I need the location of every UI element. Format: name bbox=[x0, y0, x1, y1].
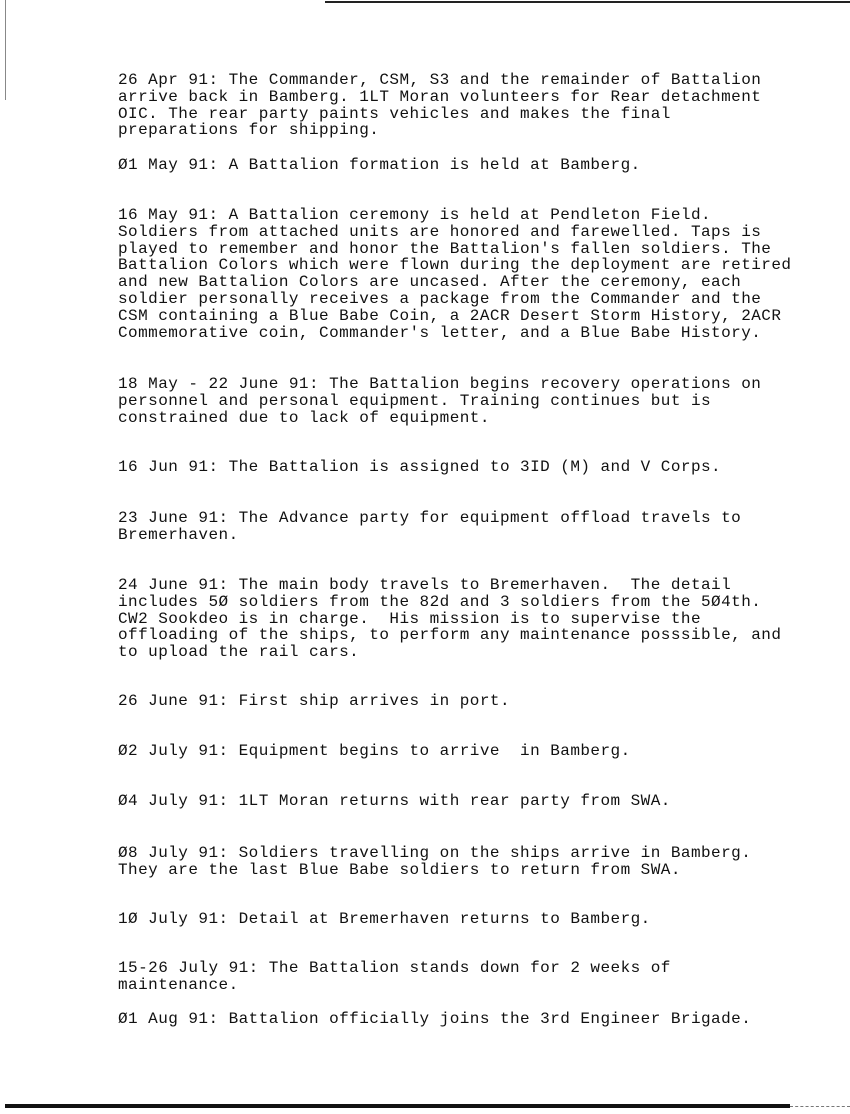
entry-line: and new Battalion Colors are uncased. After the ceremony, each bbox=[118, 273, 742, 292]
entry-line: OIC. The rear party paints vehicles and makes the final bbox=[118, 104, 671, 123]
entry-line: includes 5Ø soldiers from the 82d and 3 soldiers from the 5Ø4th. bbox=[118, 592, 762, 611]
entry-line: Ø8 July 91: Soldiers travelling on the ships arrive in Bamberg. bbox=[118, 844, 752, 862]
left-margin-rule bbox=[5, 0, 6, 100]
chronology-entry bbox=[118, 845, 751, 879]
entry-line: Commemorative coin, Commander's letter, and a Blue Babe History. bbox=[118, 323, 762, 342]
entry-line: 18 May - 22 June 91: The Battalion begins recovery operations on bbox=[118, 375, 762, 393]
entry-line: preparations for shipping. bbox=[118, 121, 380, 140]
bottom-dashed-rule bbox=[790, 1106, 850, 1107]
entry-line: CW2 Sookdeo is in charge. His mission is to supervise the bbox=[118, 609, 701, 628]
entry-line: Battalion Colors which were flown during the deployment are retired bbox=[118, 256, 792, 275]
entry-line: offloading of the ships, to perform any maintenance posssible, and bbox=[118, 626, 782, 645]
entry-line: constrained due to lack of equipment. bbox=[118, 408, 490, 427]
entry-line: 1Ø July 91: Detail at Bremerhaven returns to Bamberg. bbox=[118, 910, 651, 928]
entry-line: to upload the rail cars. bbox=[118, 643, 360, 662]
chronology-entry bbox=[118, 743, 631, 760]
entry-line: 16 Jun 91: The Battalion is assigned to 3ID (M) and V Corps. bbox=[118, 458, 722, 476]
entry-line: soldier personally receives a package from the Commander and the bbox=[118, 289, 762, 308]
entry-line: Ø1 May 91: A Battalion formation is held at Bamberg. bbox=[118, 156, 641, 174]
entry-line: personnel and personal equipment. Training continues but is bbox=[118, 391, 712, 410]
entry-line: Ø4 July 91: 1LT Moran returns with rear party from SWA. bbox=[118, 792, 671, 810]
chronology-entry bbox=[118, 72, 761, 139]
entry-line: maintenance. bbox=[118, 975, 239, 994]
entry-line: arrive back in Bamberg. 1LT Moran volunteers for Rear detachment bbox=[118, 87, 762, 106]
top-rule bbox=[325, 1, 850, 3]
chronology-entry bbox=[118, 459, 721, 476]
entry-line: They are the last Blue Babe soldiers to return from SWA. bbox=[118, 860, 681, 879]
chronology-entry bbox=[118, 157, 641, 174]
entry-line: played to remember and honor the Battalion's fallen soldiers. The bbox=[118, 239, 772, 258]
chronology-entry bbox=[118, 207, 791, 341]
entry-line: Ø1 Aug 91: Battalion officially joins the 3rd Engineer Brigade. bbox=[118, 1010, 752, 1028]
entry-line: 24 June 91: The main body travels to Bremerhaven. The detail bbox=[118, 576, 732, 594]
entry-line: Bremerhaven. bbox=[118, 525, 239, 544]
chronology-entry bbox=[118, 577, 781, 661]
entry-line: 23 June 91: The Advance party for equipment offload travels to bbox=[118, 509, 742, 527]
chronology-entry bbox=[118, 793, 671, 810]
entry-line: 26 June 91: First ship arrives in port. bbox=[118, 692, 511, 710]
chronology-entry bbox=[118, 693, 510, 710]
entry-line: 15-26 July 91: The Battalion stands down for 2 weeks of bbox=[118, 959, 671, 977]
chronology-entry bbox=[118, 510, 741, 544]
chronology-entry bbox=[118, 960, 671, 994]
chronology-entry bbox=[118, 1011, 751, 1028]
entry-line: 26 Apr 91: The Commander, CSM, S3 and the remainder of Battalion bbox=[118, 71, 762, 89]
entry-line: CSM containing a Blue Babe Coin, a 2ACR Desert Storm History, 2ACR bbox=[118, 306, 782, 325]
chronology-entry bbox=[118, 376, 761, 426]
entry-line: Soldiers from attached units are honored and farewelled. Taps is bbox=[118, 222, 762, 241]
entry-line: Ø2 July 91: Equipment begins to arrive in Bamberg. bbox=[118, 742, 631, 760]
bottom-rule bbox=[5, 1104, 790, 1108]
entry-line: 16 May 91: A Battalion ceremony is held at Pendleton Field. bbox=[118, 206, 712, 224]
chronology-entry bbox=[118, 911, 651, 928]
